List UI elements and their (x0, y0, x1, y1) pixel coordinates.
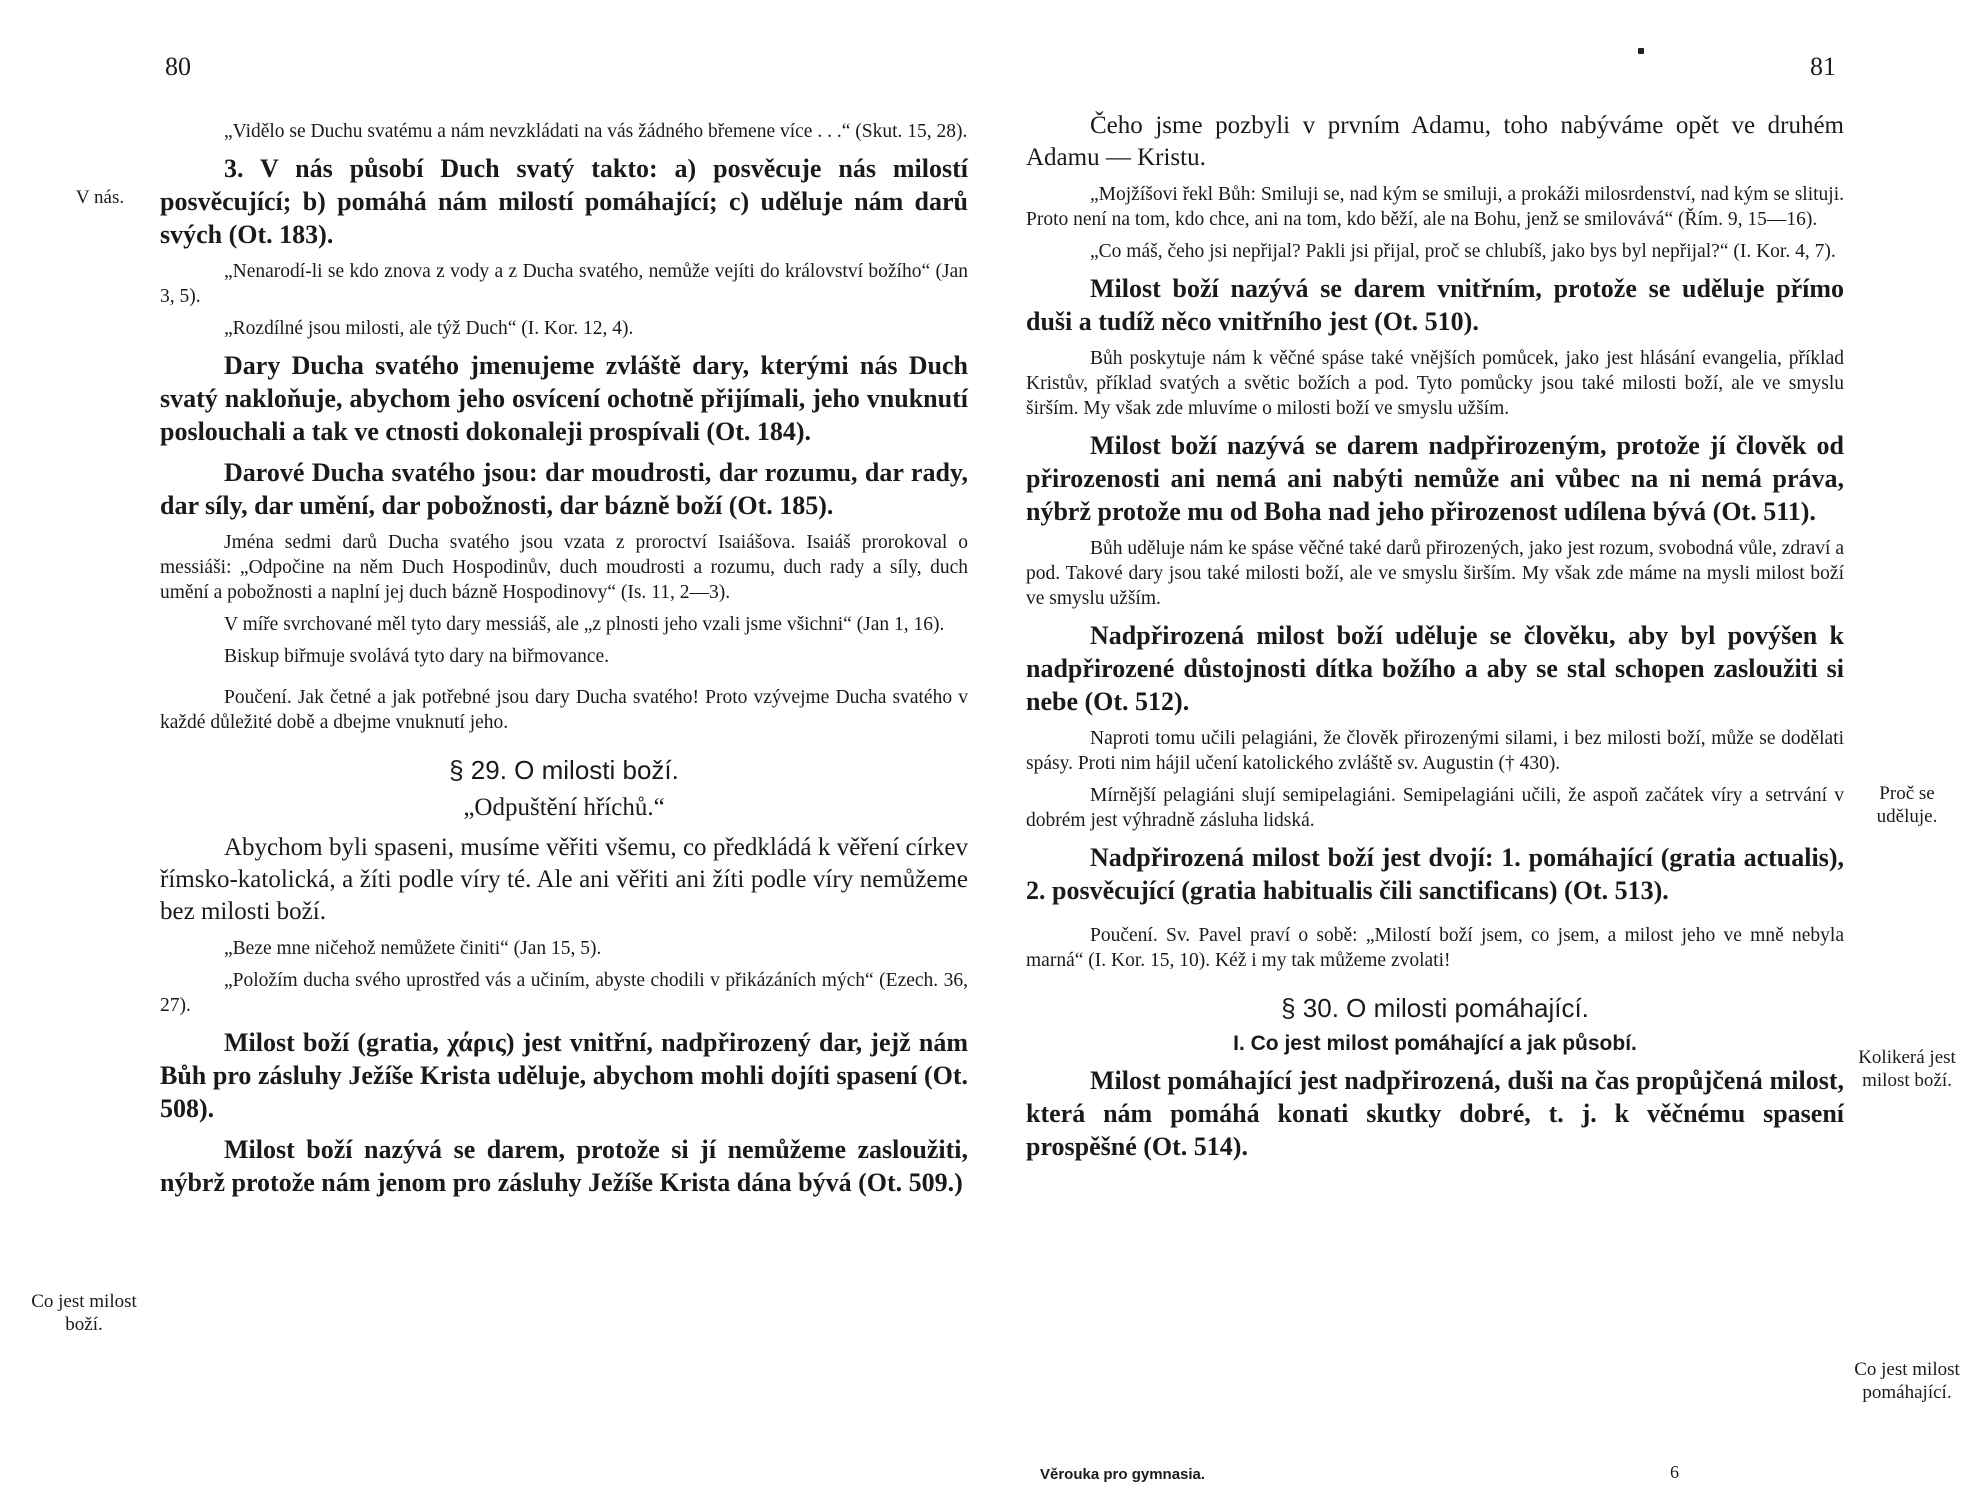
quote-paragraph: „Položím ducha svého uprostřed vás a učiním, abyste chodili v přikázáních mých“ (Ezech. 36, 27). (160, 970, 968, 1016)
margin-note: Co jest milost pomáhající. (1854, 1359, 1960, 1403)
print-mark (1638, 48, 1644, 54)
explanation-paragraph: Bůh poskytuje nám k věčné spáse také vnějších pomůcek, jako jest hlásání evangelia, příklad Kristův, příklad svatých a světic božích a pod. Tyto pomůcky jsou také milosti boží, ale ve smyslu širším. My však zde mluvíme o milosti boží ve smyslu užším. (1026, 348, 1844, 419)
margin-note: Co jest milost boží. (31, 1291, 137, 1335)
margin-note: V nás. (75, 187, 125, 208)
doctrine-paragraph: Nadpřirozená milost boží uděluje se člověku, aby byl povýšen k nadpřirozené důstojnosti dítka božího a aby se stal schopen zasloužiti si nebe (Ot. 512). (1026, 621, 1844, 716)
doctrine-paragraph: Milost boží nazývá se darem nadpřirozeným, protože jí člověk od přirozenosti ani nemá ani nabýti nemůže ani vůbec na ni nemá práva, nýbrž protože mu od Boha nad jeho přirozenost udílena bývá (Ot. 511). (1026, 431, 1844, 526)
doctrine-paragraph: Dary Ducha svatého jmenujeme zvláště dary, kterými nás Duch svatý nakloňuje, abychom jeho osvícení ochotně přijímali, jeho vnuknutí poslouchali a tak ve ctnosti dokonaleji prospívali (Ot. 184). (160, 351, 968, 446)
explanation-paragraph: Jména sedmi darů Ducha svatého jsou vzata z proroctví Isaiášova. Isaiáš prorokoval o messiáši: „Odpočine na něm Duch Hospodinův, duch moudrosti a rozumu, duch rady a síly, duch umění a pobožnosti a naplní jej duch bázně Hospodinovy“ (Is. 11, 2—3). (160, 532, 968, 603)
text-column (1026, 102, 1844, 1171)
section-subtitle: „Odpuštění hříchů.“ (463, 794, 665, 821)
doctrine-paragraph: Milost boží nazývá se darem, protože si jí nemůžeme zasloužiti, nýbrž protože nám jenom pro zásluhy Ježíše Krista dána bývá (Ot. 509.) (160, 1135, 968, 1197)
quote-paragraph: „Rozdílné jsou milosti, ale týž Duch“ (I. Kor. 12, 4). (224, 318, 634, 339)
explanation-paragraph: V míře svrchované měl tyto dary messiáš, ale „z plnosti jeho vzali jsme všichni“ (Jan 1, 16). (224, 614, 945, 635)
doctrine-paragraph: Milost boží (gratia, χάρις) jest vnitřní, nadpřirozený dar, jejž nám Bůh pro zásluhy Ježíše Krista uděluje, abychom mohli dojíti spasení (Ot. 508). (160, 1028, 968, 1123)
lesson-paragraph: Poučení. Jak četné a jak potřebné jsou dary Ducha svatého! Proto vzývejme Ducha svatého v každé důležité době a dbejme vnuknutí jeho. (160, 687, 968, 733)
page-number: 80 (165, 52, 191, 81)
explanation-paragraph: Mírnější pelagiáni slují semipelagiáni. Semipelagiáni učili, že aspoň začátek víry a setrvání v dobrém jest výhradně zásluha lidská. (1026, 785, 1844, 831)
doctrine-paragraph: Nadpřirozená milost boží jest dvojí: 1. pomáhající (gratia actualis), 2. posvěcující (gratia habitualis čili sanctificans) (Ot. 513). (1026, 843, 1844, 905)
quote-paragraph: „Co máš, čeho jsi nepřijal? Pakli jsi přijal, proč se chlubíš, jako bys byl nepřijal?“ (I. Kor. 4, 7). (1090, 241, 1836, 262)
right-page (990, 0, 1980, 1500)
margin-note: Proč se uděluje. (1876, 783, 1938, 827)
doctrine-paragraph: Milost boží nazývá se darem vnitřním, protože se uděluje přímo duši a tudíž něco vnitřního jest (Ot. 510). (1026, 274, 1844, 336)
doctrine-paragraph: Darové Ducha svatého jsou: dar moudrosti, dar rozumu, dar rady, dar síly, dar umění, dar pobožnosti, dar bázně boží (Ot. 185). (160, 458, 968, 520)
margin-note: Kolikerá jest milost boží. (1858, 1047, 1956, 1091)
explanation-paragraph: Bůh uděluje nám ke spáse věčné také darů přirozených, jako jest rozum, svobodná vůle, zdraví a pod. Takové dary jsou také milosti boží, ale ve smyslu širším. My však zde máme na mysli milost boží ve smyslu užším. (1026, 538, 1844, 609)
text-column (160, 112, 968, 1207)
body-paragraph: Čeho jsme pozbyli v prvním Adamu, toho nabýváme opět ve druhém Adamu — Kristu. (1026, 112, 1844, 171)
section-title: § 30. O milosti pomáhající. (1281, 993, 1589, 1023)
section-subtitle: I. Co jest milost pomáhající a jak působí. (1233, 1032, 1637, 1055)
footer-title: Věrouka pro gymnasia. (1040, 1466, 1206, 1483)
body-paragraph: Abychom byli spaseni, musíme věřiti všemu, co předkládá k věření církev římsko-katolická, a žíti podle víry té. Ale ani věřiti ani žíti podle víry nemůžeme bez milosti boží. (160, 834, 968, 925)
doctrine-paragraph: 3. V nás působí Duch svatý takto: a) posvěcuje nás milostí posvěcující; b) pomáhá nám milostí pomáhající; c) uděluje nám darů svých (Ot. 183). (160, 154, 968, 249)
doctrine-paragraph: Milost pomáhající jest nadpřirozená, duši na čas propůjčená milost, která nám pomáhá konati skutky dobré, t. j. k věčnému spasení prospěšné (Ot. 514). (1026, 1066, 1844, 1161)
quote-paragraph: „Nenarodí-li se kdo znova z vody a z Ducha svatého, nemůže vejíti do království božího“ (Jan 3, 5). (160, 261, 968, 307)
section-title: § 29. O milosti boží. (449, 755, 679, 785)
quote-paragraph: „Mojžíšovi řekl Bůh: Smiluji se, nad kým se smiluji, a prokáži milosrdenství, nad kým se slituji. Proto není na tom, kdo chce, ani na tom, kdo běží, ale na Bohu, jenž se smilovává“ (Řím. 9, 15—16). (1026, 184, 1844, 230)
page-number: 81 (1810, 52, 1836, 81)
lesson-paragraph: Poučení. Sv. Pavel praví o sobě: „Milostí boží jsem, co jsem, a milost jeho ve mně nebyla marná“ (I. Kor. 15, 10). Kéž i my tak můžeme zvolati! (1026, 925, 1844, 971)
quote-paragraph: „Vidělo se Duchu svatému a nám nevzkládati na vás žádného břemene více . . .“ (Skut. 15, 28). (224, 121, 968, 142)
explanation-paragraph: Naproti tomu učili pelagiáni, že člověk přirozenými silami, i bez milosti boží, může se dodělati spásy. Proti nim hájil učení katolického zvláště sv. Augustin († 430). (1026, 728, 1844, 774)
quote-paragraph: „Beze mne ničehož nemůžete činiti“ (Jan 15, 5). (224, 938, 602, 959)
signature-mark: 6 (1670, 1462, 1679, 1482)
explanation-paragraph: Biskup biřmuje svolává tyto dary na biřmovance. (224, 646, 610, 667)
